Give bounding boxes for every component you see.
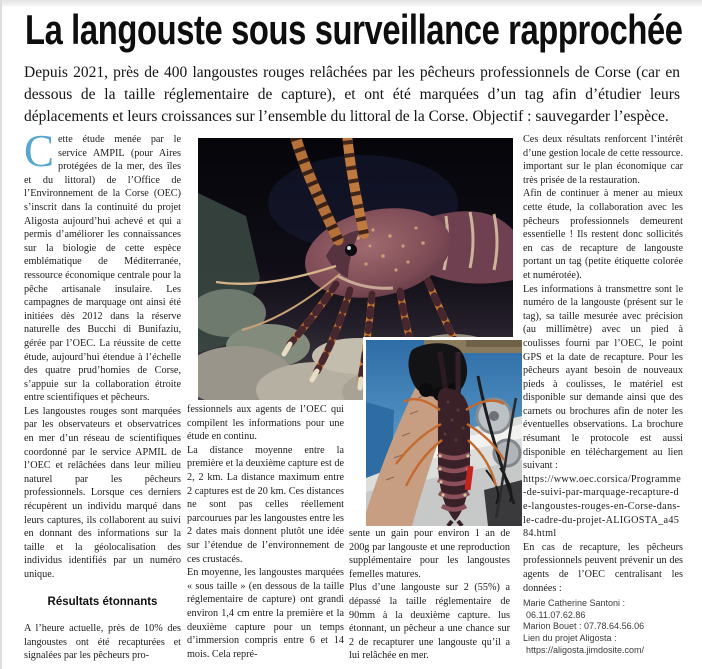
paragraph: Les langoustes rouges sont marquées par les observateurs et observatrices en mer d’un réseau de scientifiques coordonné par le service APMIL de l’OEC et relâchées dans leur milieu naturel par les pêcheurs professionnels. Lorsque ces derniers récupèrent un individu marqué dans leurs captures, ils collaborent au suivi en donnant des informations sur la taille et la géolocalisation des individus identifiés par un numéro unique. [24,405,181,580]
paragraph [24,126,181,405]
paragraph: Plus d’une langouste sur 2 (55%) a dépassé la taille réglementaire de 90mm à la deuxième capture. lus étonnant, un pêcheur a une chance sur 2 de recapturer une langouste qu’il a lui relâchée en mer. [349,582,510,662]
body-column-4 [523,133,683,656]
contact-line: Lien du projet Aligosta : [523,632,617,643]
contact-line: Marie Catherine Santoni : [523,598,626,609]
contact-line: 06.11.07.62.86 [526,609,586,620]
paragraph: A l’heure actuelle, près de 10% des langoustes ont été recapturées et signalées par les pêcheurs pro- [24,623,181,662]
contact-line: Marion Bouet : 07.78.64.56.06 [523,621,645,632]
section-subheading: Résultats étonnants [47,595,158,608]
fisherman-lobster-illustration [366,340,522,526]
body-column-3 [349,527,510,663]
inset-photo-fisherman-holding-langouste [363,337,522,526]
article-headline: La langouste sous surveillance rapprochée [25,6,683,53]
page-edge-shadow-left [0,0,2,669]
drop-cap: C [24,126,55,176]
contact-line: https://aligosta.jimdosite.com/ [526,644,645,655]
body-column-2 [187,403,344,661]
paragraph: Ces deux résultats renforcent l’intérêt d’une gestion locale de cette ressource. important sur le plan économique car très prisée de la restauration. [523,134,683,186]
body-column-1 [24,126,181,663]
paragraph: En moyenne, les langoustes marquées « sous taille » (en dessous de la taille réglementaire de capture) ont grandi environ 1,4 cm entre la première et la deuxième capture pour un temps d’immersion compris entre 6 et 14 mois. Cela repré- [187,567,344,660]
paragraph-text: ette étude menée par le service AMPIL (pour Aires protégées de la mer, des îles et du littoral) de l’Office de l’Environnement de la Corse (OEC) s’inscrit dans la continuité du projet Aligosta aujourd’hui achevé et qui a permis d’améliorer les connaissances sur la biologie de cette espèce emblématique de Méditerranée, ressource économique centrale pour la pêche artisanale insulaire. Les campagnes de marquage ont ainsi été initiées dès 2012 dans la réserve naturelle des Bucchi di Bunifaziu, gérée par l’OEC. La réussite de cette étude, aujourd’hui étendue à l’échelle des quatre prud’homies de Corse, s’appuie sur la collaboration étroite entre scientifiques et pêcheurs. [24,134,181,404]
article-url: https://www.oec.corsica/Programme-de-suivi-par-marquage-recapture-de-langoustes-rouges-en-Corse-dans-le-cadre-du-projet-ALIGOSTA_a4584.html [523,473,682,540]
lead-paragraph: Depuis 2021, près de 400 langoustes rouges relâchées par les pêcheurs professionnels de Corse (car en dessous de la taille réglementaire de capture), et ont été marquées d’un tag afin d’étudier leurs déplacements et leurs croissances sur l’ensemble du littoral de la Corse. Objectif : sauvegarder l’espèce. [24,64,680,125]
contact-block [523,598,683,656]
paragraph: En cas de recapture, les pêcheurs professionnels peuvent prévenir un des agents de l’OEC centralisant les données : [523,541,683,594]
paragraph: La distance moyenne entre la première et la deuxième capture est de 2, 2 km. La distance maximum entre 2 captures est de 20 km. Ces distances ne sont pas celles réellement parcourues par les langoustes entre les 2 dates mais donnent plutôt une idée sur l’étendue de l’environnement de ces crustacés. [187,444,344,565]
paragraph: sente un gain pour environ 1 an de 200g par langouste et une reproduction supplémentaire pour les langoustes femelles matures. [349,528,510,580]
paragraph: Afin de continuer à mener au mieux cette étude, la collaboration avec les pêcheurs professionnels demeurent essentielle ! Ils restent donc sollicités en cas de recapture de langouste portant un tag (petite étiquette colorée et numérotée). [523,188,683,281]
paragraph: Les informations à transmettre sont le numéro de la langouste (présent sur le tag), sa taille mesurée avec précision (au millimètre) avec un pied à coulisses fourni par l’OEC, le point GPS et la date de recapture. Pour les pêcheurs ayant besoin de nouveaux pieds à coulisses, le matériel est disponible sur demande ainsi que des carnets ou brochures afin de noter les éventuelles observations. La brochure résumant le protocole est aussi disponible en téléchargement au lien suivant : [523,283,683,472]
paragraph: fessionnels aux agents de l’OEC qui compilent les informations pour une étude en continu. [187,404,344,443]
